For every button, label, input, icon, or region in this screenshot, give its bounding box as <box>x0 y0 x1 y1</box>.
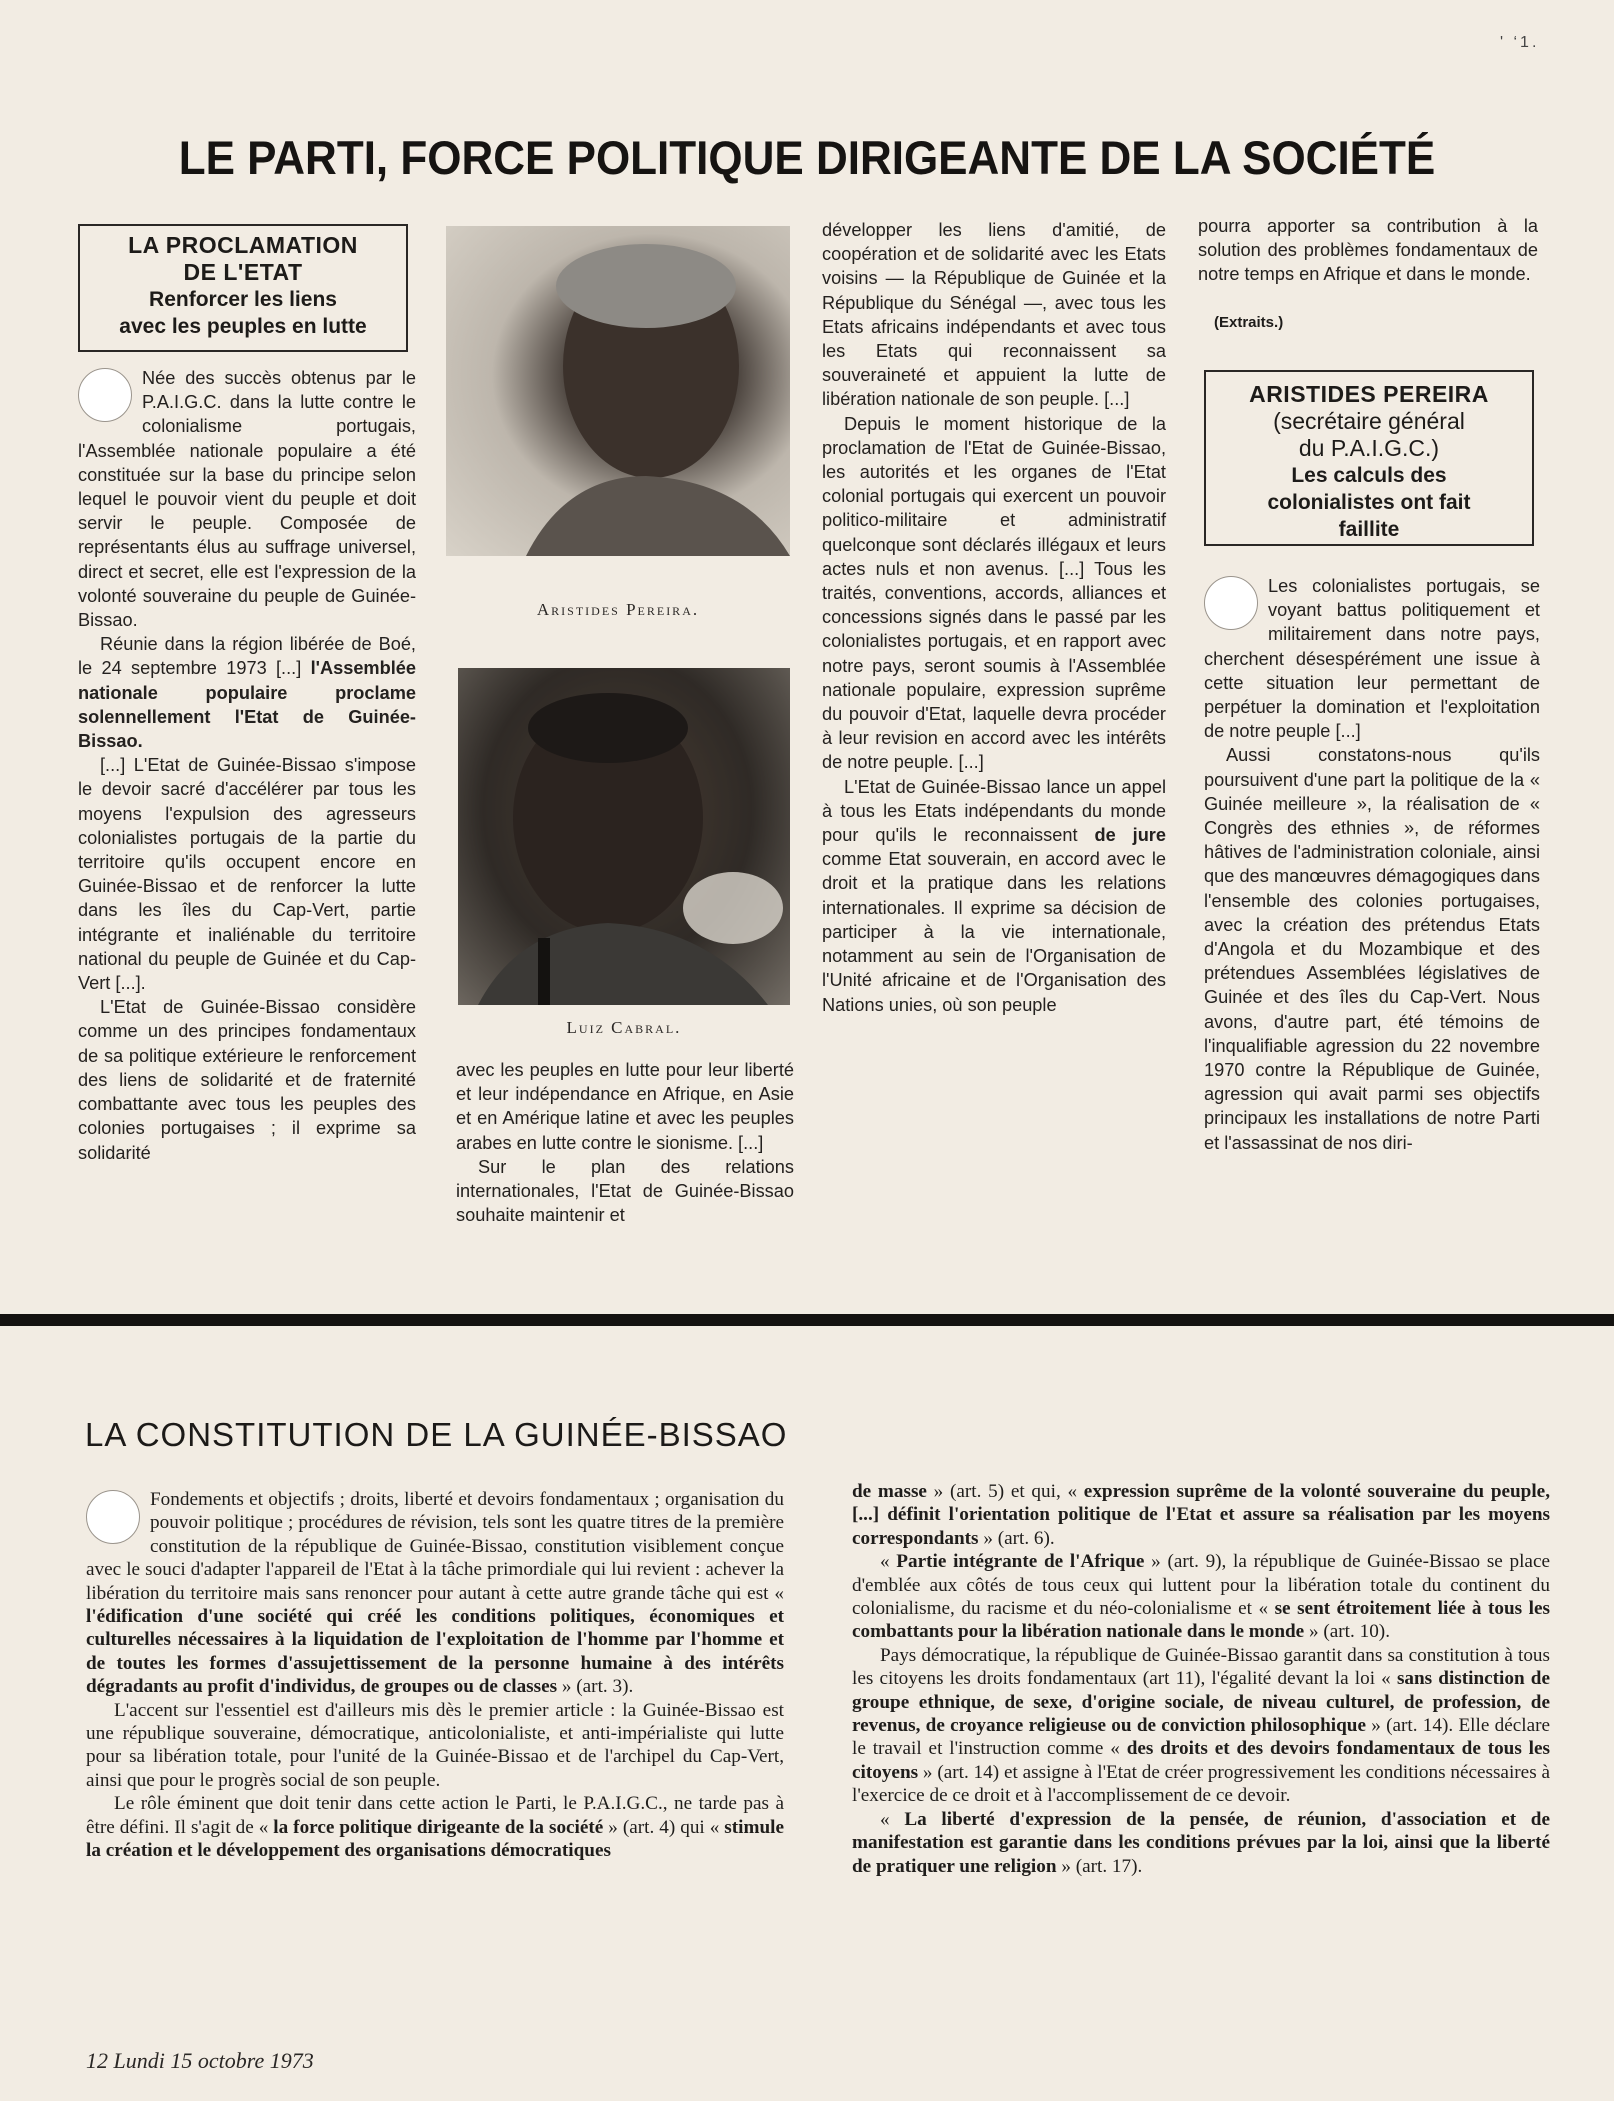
article-column-4: Les colonialistes portugais, se voyant battus politiquement et militairement dans notre pays, cherchent désespérément une issue à cette situation leur permettant de perpétuer la domination et l'exploitation de notre peuple [...] Aussi constatons-nous qu'ils poursuivent d'une part la politique de la « Guinée meilleure », la réalisation de « Congrès des ethnies », de réformes hâtives de l'administration coloniale, ainsi que des manœuvres démagogiques dans l'ensemble des colonies portugaises, avec la création des prétendus Etats d'Angola et du Mozambique et des prétendues Assemblées législatives de Guinée et des îles du Cap-Vert. Nous avons, d'autre part, été témoins de l'inqualifiable agression du 22 novembre 1970 contre la République de Guinée, agression qui avait parmi ses objectifs principaux les installations de notre Parti et l'assassinat de nos diri- <box>1204 576 1540 1153</box>
box-role-line: du P.A.I.G.C.) <box>1298 435 1440 461</box>
article-column-1: Née des succès obtenus par le P.A.I.G.C. dans la lutte contre le colonialisme portugais, l'Assemblée nationale populaire a été constituée sur la base du principe selon lequel le pouvoir vient du peuple et doit servir le peuple. Composée de représentants élus au suffrage universel, direct et secret, elle est l'expression de la volonté souveraine du peuple de Guinée-Bissao. Réunie dans la région libérée de Boé, le 24 septembre 1973 [...] l'Assemblée nationale populaire proclame solennellement l'Etat de Guinée-Bissao. [...] L'Etat de Guinée-Bissao s'impose le devoir sacré d'accélérer par tous les moyens l'expulsion des agresseurs colonialistes portugais de la partie du territoire qu'ils occupent encore en Guinée-Bissao et de renforcer la lutte dans les îles du Cap-Vert, partie intégrante et inaliénable du territoire national du peuple de Guinée et du Cap-Vert [...]. L'Etat de Guinée-Bissao considère comme un des principes fondamentaux de sa politique extérieure le renforcement des liens de solidarité et de fraternité combattante avec tous les peuples des colonies portugaises ; il exprime sa solidarité <box>78 368 416 1163</box>
article-column-2: avec les peuples en lutte pour leur liberté et leur indépendance en Afrique, en Asie et en Amérique latine et avec les peuples arabes en lutte contre le sionisme. [...] Sur le plan des relations internationales, l'Etat de Guinée-Bissao souhaite maintenir et <box>456 1060 794 1226</box>
box-kicker-line: LA PROCLAMATION <box>128 232 358 258</box>
portrait-photo-luiz-cabral <box>458 668 790 1005</box>
box-kicker-line: DE L'ETAT <box>183 259 303 285</box>
page-title: LE PARTI, FORCE POLITIQUE DIRIGEANTE DE LA SOCIÉTÉ <box>178 132 1436 185</box>
box-subtitle-line: Les calculs des <box>1291 464 1447 487</box>
page-footer: 12 Lundi 15 octobre 1973 <box>86 2048 314 2073</box>
drop-cap-circle <box>1204 576 1258 630</box>
photo-caption-1: Aristides Pereira. <box>536 600 700 619</box>
portrait-photo-aristides-pereira <box>446 226 790 556</box>
portrait-silhouette <box>446 226 790 556</box>
constitution-column-right: de masse » (art. 5) et qui, « expression suprême de la volonté souveraine du peuple, [...] définit l'orientation politique de l'Etat et assure sa réalisation par les moyens correspondants » (art. 6). « Partie intégrante de l'Afrique » (art. 9), la république de Guinée-Bissao se place d'emblée aux côtés de tous ceux qui luttent pour la libération totale du continent du colonialisme, du racisme et du néo-colonialisme et « se sent étroitement liée à tous les combattants pour la libération nationale dans le monde » (art. 10). Pays démocratique, la république de Guinée-Bissao garantit dans sa constitution à tous les citoyens les droits fondamentaux (art 11), l'égalité devant la loi « sans distinction de groupe ethnique, de sexe, d'origine sociale, de niveau culturel, de profession, de revenus, de croyance religieuse ou de conviction philosophique » (art. 14). Elle déclare le travail et l'instruction comme « des droits et des devoirs fondamentaux de tous les citoyens » (art. 14) et assigne à l'Etat de créer progressivement les conditions nécessaires à l'exercice de ce droit et à l'accomplissement de ce devoir. « La liberté d'expression de la pensée, de réunion, d'association et de manifestation est garantie dans les conditions prévues par la loi, ainsi que la liberté de pratiquer une religion » (art. 17). <box>852 1481 1550 1877</box>
box-subtitle-line: faillite <box>1338 518 1400 541</box>
box-subtitle-line: Renforcer les liens <box>149 288 337 311</box>
box-role-line: (secrétaire général <box>1273 408 1465 434</box>
proclamation-heading-box <box>78 224 408 352</box>
section-divider-rule <box>0 1314 1614 1326</box>
article-column-3: développer les liens d'amitié, de coopération et de solidarité avec les Etats voisins — la République de Guinée et la République du Sénégal —, avec tous les Etats africains indépendants et avec tous les Etats qui reconnaissent sa souveraineté et appuient la lutte de libération nationale de son peuple. [...] Depuis le moment historique de la proclamation de l'Etat de Guinée-Bissao, les autorités et les organes de l'Etat colonial portugais qui exercent un pouvoir politico-militaire et administratif quelconque sont déclarés illégaux et leurs actes nuls et non avenus. [...] Tous les traités, conventions, accords, alliances et concessions signés dans le passé par les colonialistes portugais, et en rapport avec notre pays, seront soumis à l'Assemblée nationale populaire, expression suprême du pouvoir d'Etat, laquelle devra procéder à leur revision en accord avec les intérêts de notre peuple. [...] L'Etat de Guinée-Bissao lance un appel à tous les Etats indépendants du monde pour qu'ils le reconnaissent de jure comme Etat souverain, en accord avec le droit et la pratique dans les relations internationales. Il exprime sa décision de participer à la vie internationale, notamment au sein de l'Organisation de l'Unité africaine et de l'Organisation des Nations unies, où son peuple <box>822 220 1166 1015</box>
portrait-silhouette <box>458 668 790 1005</box>
drop-cap-circle <box>86 1490 140 1544</box>
page-corner-mark: ' ‘1. <box>1500 34 1540 51</box>
box-kicker-line: ARISTIDES PEREIRA <box>1249 381 1489 407</box>
drop-cap-circle <box>78 368 132 422</box>
box-subtitle-line: colonialistes ont fait <box>1267 491 1471 514</box>
box-subtitle-line: avec les peuples en lutte <box>119 315 367 338</box>
photo-caption-2: Luiz Cabral. <box>566 1018 682 1037</box>
pereira-heading-box <box>1204 370 1534 546</box>
section-title: LA CONSTITUTION DE LA GUINÉE-BISSAO <box>85 1416 788 1453</box>
article-column-4-top: pourra apporter sa contribution à la solution des problèmes fondamentaux de notre temps en Afrique et dans le monde. <box>1198 216 1538 285</box>
extraits-note: (Extraits.) <box>1214 314 1284 331</box>
constitution-column-left: Fondements et objectifs ; droits, liberté et devoirs fondamentaux ; organisation du pouvoir politique ; procédures de révision, tels sont les quatre titres de la première constitution de la république de Guinée-Bissao, constitution visiblement conçue avec le souci d'adapter l'appareil de l'Etat à la tâche primordiale qui lui revient : achever la libération du territoire mais sans renoncer pour autant à cette autre grande tâche qui est « l'édification d'une société qui créé les conditions politiques, économiques et culturelles nécessaires à la liquidation de l'exploitation de l'homme par l'homme et de toutes les formes d'assujettissement de la personne humaine à des intérêts dégradants au profit d'individus, de groupes ou de classes » (art. 3). L'accent sur l'essentiel est d'ailleurs mis dès le premier article : la Guinée-Bissao est une république souveraine, démocratique, anticolonialiste, et anti-impérialiste qui lutte pour sa libération totale, pour l'unité de la Guinée-Bissao et de l'archipel du Cap-Vert, ainsi que pour le progrès social de son peuple. Le rôle éminent que doit tenir dans cette action le Parti, le P.A.I.G.C., ne tarde pas à être défini. Il s'agit de « la force politique dirigeante de la société » (art. 4) qui « stimule la création et le développement des organisations démocratiques <box>86 1489 784 1862</box>
